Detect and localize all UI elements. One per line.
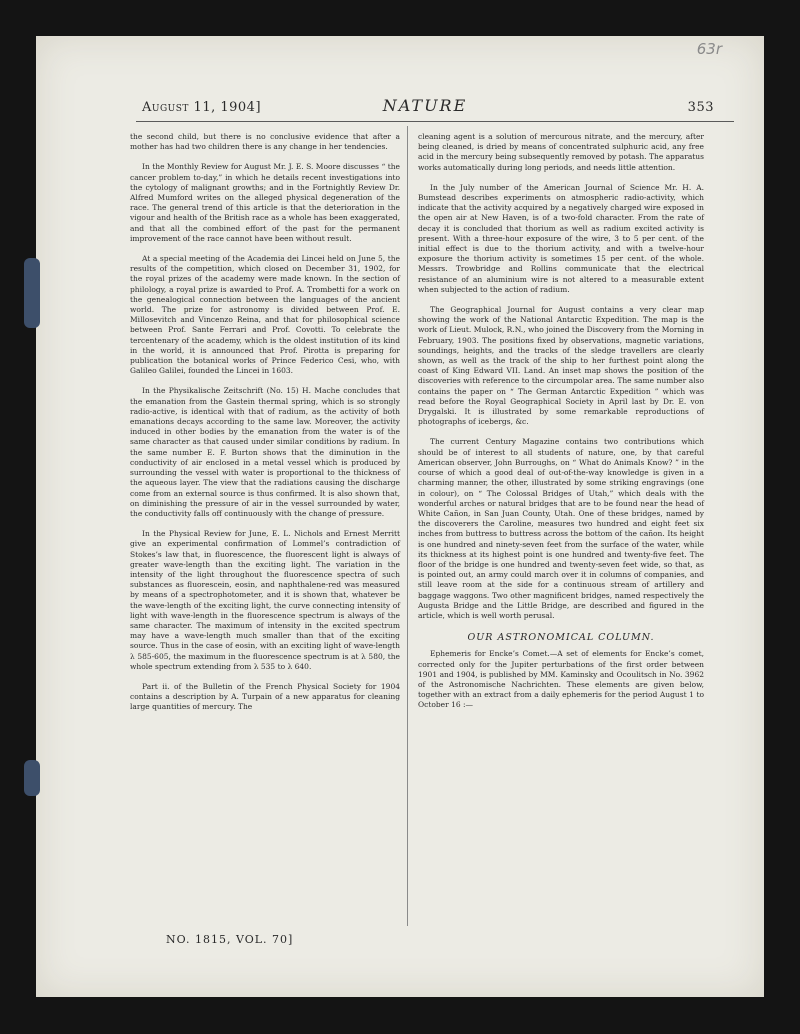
binding-mark bbox=[24, 258, 40, 328]
column-divider bbox=[407, 126, 408, 926]
right-column bbox=[418, 132, 704, 715]
header-rule bbox=[136, 121, 734, 122]
binding-mark bbox=[24, 760, 40, 796]
page-header bbox=[136, 96, 714, 118]
issue-footer: NO. 1815, VOL. 70] bbox=[166, 933, 294, 946]
document-page bbox=[36, 36, 764, 997]
paragraph: The Geographical Journal for August contains a very clear map showing the work of the National Antarctic Expedition. The map is the work of Lieut. Mulock, R.N., who joined the Discovery from the Morning in February, 1903. The positions fixed by observations, magnetic variations, soundings, heights, and the tracks of the sledge travellers are clearly shown, as well as the track of the ship to her furthest point along the coast of King Edward VII. Land. An inset map shows the position of the discoveries with reference to the circumpolar area. The same number also contains the paper on “ The German Antarctic Expedition ” which was read before the Royal Geographical Society in April last by Dr. E. von Drygalski. It is illustrated by some remarkable reproductions of photographs of icebergs, &c. bbox=[418, 305, 704, 427]
paragraph: In the July number of the American Journal of Science Mr. H. A. Bumstead describes experiments on atmospheric radio-activity, which indicate that the activity acquired by a negatively charged wire exposed in the open air at New Haven, is of a two-fold character. From the rate of decay it is concluded that thorium as well as radium excited activity is present. With a three-hour exposure of the wire, 3 to 5 per cent. of the initial effect is due to the thorium activity, and with a twelve-hour exposure the thorium activity is sometimes 15 per cent. of the whole. Messrs. Trowbridge and Rollins communicate that the electrical resistance of an aluminium wire is not altered to a measurable extent when subjected to the action of radium. bbox=[418, 182, 704, 294]
pencil-annotation: 63r bbox=[696, 40, 722, 58]
paragraph: Part ii. of the Bulletin of the French Physical Society for 1904 contains a description by A. Turpain of a new apparatus for cleaning large quantities of mercury. The bbox=[130, 681, 400, 712]
paragraph: the second child, but there is no conclusive evidence that after a mother has had two children there is any change in her tendencies. bbox=[130, 132, 400, 152]
paragraph: The current Century Magazine contains two contributions which should be of interest to all students of nature, one, by that careful American observer, John Burroughs, on “ What do Animals Know? ” in the course of which a good deal of out-of-the-way knowledge is given in a charming manner, the other, illustrated by some striking engravings (one in colour), on “ The Colossal Bridges of Utah,” which deals with the wonderful arches or natural bridges that are to be found near the head of White Cañon, in San Juan County, Utah. One of these bridges, named by the discoverers the Caroline, measures two hundred and eight feet six inches from buttress to buttress across the bottom of the cañon. Its height is one hundred and ninety-seven feet from the surface of the water, while its thickness at its highest point is one hundred and twenty-five feet. The floor of the bridge is one hundred and twenty-seven feet wide, so that, as is pointed out, an army could march over it in columns of companies, and still leave room at the side for a continuous stream of artillery and baggage waggons. Two other magnificent bridges, named respectively the Augusta Bridge and the Little Bridge, are described and figured in the article, which is well worth perusal. bbox=[418, 437, 704, 620]
section-heading: OUR ASTRONOMICAL COLUMN. bbox=[467, 632, 655, 644]
paragraph: In the Physikalische Zeitschrift (No. 15) H. Mache concludes that the emanation from the Gastein thermal spring, which is so strongly radio-active, is identical with that of radium, as the activity of both emanations decays according to the same law. Moreover, the activity induced in other bodies by the emanation from the water is of the same character as that caused under similar conditions by radium. In the same number E. F. Burton shows that the diminution in the conductivity of air enclosed in a metal vessel which is produced by surrounding the vessel with water is proportional to the thickness of the aqueous layer. The view that the radiations causing the discharge come from an external source is thus confirmed. It is also shown that, on diminishing the pressure of air in the vessel surrounded by water, the conductivity falls off continuously with the change of pressure. bbox=[130, 386, 400, 518]
paragraph: In the Monthly Review for August Mr. J. E. S. Moore discusses “ the cancer problem to-day,” in which he details recent investigations into the cytology of malignant growths; and in the Fortnightly Review Dr. Alfred Mumford writes on the alleged physical degeneration of the race. The general trend of this article is that the deterioration in the vigour and health of the British race as a whole has been exaggerated, and that all the combined effort of the past for the permanent improvement of the race cannot have been without result. bbox=[130, 162, 400, 243]
paragraph: Ephemeris for Encke’s Comet.—A set of elements for Encke’s comet, corrected only for the Jupiter perturbations of the first order between 1901 and 1904, is published by MM. Kaminsky and Ocoulitsch in No. 3962 of the Astronomische Nachrichten. These elements are given below, together with an extract from a daily ephemeris for the period August 1 to October 16 :— bbox=[418, 649, 704, 710]
paragraph: cleaning agent is a solution of mercurous nitrate, and the mercury, after being cleaned, is dried by means of concentrated sulphuric acid, any free acid in the mercury being subsequently removed by potash. The apparatus works automatically during long periods, and needs little attention. bbox=[418, 132, 704, 172]
paragraph: In the Physical Review for June, E. L. Nichols and Ernest Merritt give an experimental confirmation of Lommel’s contradiction of Stokes’s law that, in fluorescence, the fluorescent light is always of greater wave-length than the exciting light. The variation in the intensity of the light throughout the fluorescence spectra of such substances as fluorescein, eosin, and naphthalene-red was measured by means of a spectrophotometer, and it is shown that, whatever be the wave-length of the exciting light, the curve connecting intensity of light with wave-length in the fluorescence spectrum is always of the same character. The maximum of intensity in the excited spectrum may have a wave-length much smaller than that of the exciting source. Thus in the case of eosin, with an exciting light of wave-length λ 585-605, the maximum in the fluorescence spectrum is at λ 580, the whole spectrum extending from λ 535 to λ 640. bbox=[130, 529, 400, 671]
paragraph: At a special meeting of the Academia dei Lincei held on June 5, the results of the competition, which closed on December 31, 1902, for the royal prizes of the academy were made known. In the section of philology, a royal prize is awarded to Prof. A. Trombetti for a work on the genealogical connection between the languages of the ancient world. The prize for astronomy is divided between Prof. E. Millosevitch and Vincenzo Reina, and that for philosophical science between Prof. Sante Ferrari and Prof. Covotti. To celebrate the tercentenary of the academy, which is the oldest institution of its kind in the world, it is announced that Prof. Pirotta is preparing for publication the botanical works of Prince Federico Cesi, who, with Galileo Galilei, founded the Lincei in 1603. bbox=[130, 254, 400, 376]
left-column bbox=[130, 132, 400, 717]
header-date: August 11, 1904] bbox=[142, 100, 262, 115]
journal-title: NATURE bbox=[382, 96, 468, 115]
page-number: 353 bbox=[687, 100, 714, 115]
